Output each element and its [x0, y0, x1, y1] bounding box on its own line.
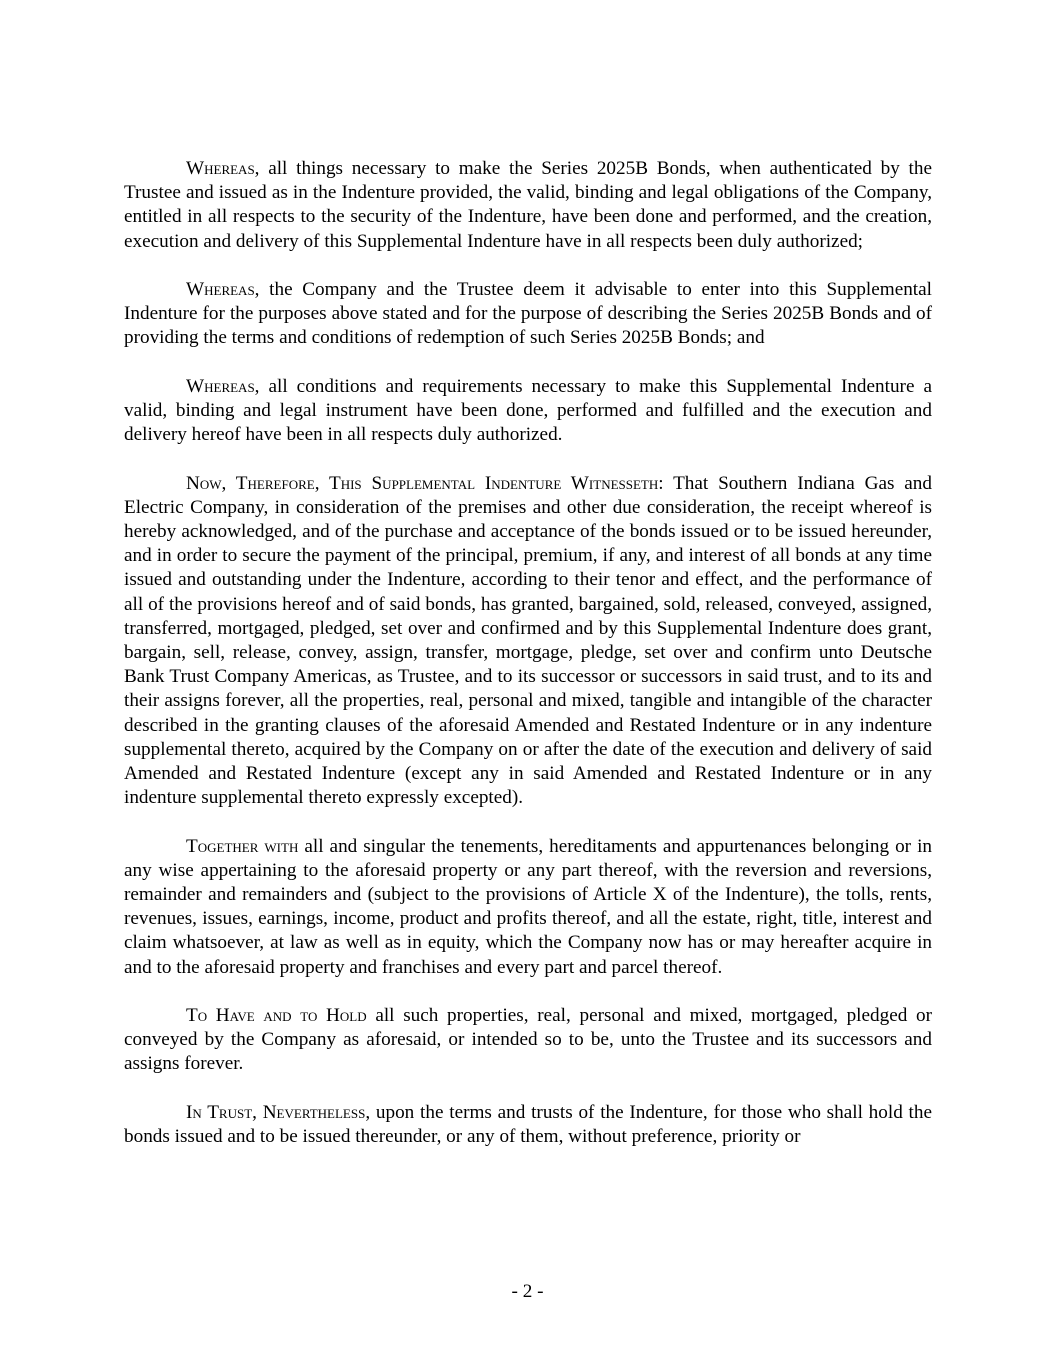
paragraph-whereas-3 — [124, 375, 932, 448]
paragraph-lead: Whereas — [186, 158, 255, 179]
paragraph-text: all such properties, real, personal and mixed, mortgaged, pledged or conveyed by the Company as aforesaid, or intended so to be, unto the Trustee and its successors and assigns forever. — [124, 1005, 933, 1075]
paragraph-text: , all things necessary to make the Series 2025B Bonds, when authenticated by the Trustee and issued as in the Indenture provided, the valid, binding and legal obligations of the Company, entitled in all respects to the security of the Indenture, have been done and performed, and the creation, execution and delivery of this Supplemental Indenture have in all respects been duly authorized; — [124, 158, 932, 252]
paragraph-text: , upon the terms and trusts of the Indenture, for those who shall hold the bonds issued and to be issued thereunder, or any of them, without preference, priority or — [124, 1101, 932, 1148]
paragraph-lead: To Have and to Hold — [186, 1005, 367, 1027]
paragraph-in-trust — [124, 1101, 932, 1149]
paragraph-text: That Southern Indiana Gas and Electric Company, in consideration of the premises and other due consideration, the receipt whereof is hereby acknowledged, and of the purchase and acceptance of the bonds issued or to be issued hereunder, and in order to secure the payment of the principal, premium, if any, and interest of all bonds at any time issued and outstanding under the Indenture, according to their tenor and effect, and the performance of all of the provisions hereof and of said bonds, has granted, bargained, sold, released, conveyed, assigned, transferred, mortgaged, pledged, set over and confirmed and by this Supplemental Indenture does grant, bargain, sell, release, convey, assign, transfer, mortgage, pledge, set over and confirm unto Deutsche Bank Trust Company Americas, as Trustee, and to its successor or successors in said trust, and to its and their assigns forever, all the properties, real, personal and mixed, tangible and intangible of the character described in the granting clauses of the aforesaid Amended and Restated Indenture or in any indenture supplemental thereto, acquired by the Company on or after the date of the execution and delivery of said Amended and Restated Indenture (except any in said Amended and Restated Indenture or in any indenture supplemental thereto expressly excepted). — [124, 472, 932, 809]
document-body — [124, 157, 932, 1173]
paragraph-whereas-1 — [124, 157, 932, 254]
paragraph-lead: In Trust, Nevertheless — [186, 1101, 366, 1123]
paragraph-whereas-2 — [124, 278, 932, 351]
paragraph-witnesseth — [124, 472, 932, 811]
paragraph-text: , all conditions and requirements necessary to make this Supplemental Indenture a valid, binding and legal instrument have been done, performed and fulfilled and the execution and delivery hereof have been in all respects duly authorized. — [124, 375, 932, 446]
paragraph-lead: Whereas — [186, 279, 255, 300]
paragraph-together-with — [124, 835, 932, 980]
page-number: - 2 - — [511, 1281, 544, 1302]
paragraph-lead: Together with — [186, 835, 299, 857]
paragraph-text: , the Company and the Trustee deem it advisable to enter into this Supplemental Indenture for the purposes above stated and for the purpose of describing the Series 2025B Bonds and of providing the terms and conditions of redemption of such Series 2025B Bonds; and — [124, 279, 932, 349]
paragraph-to-have-and-to-hold — [124, 1004, 932, 1077]
paragraph-lead: Whereas — [186, 375, 255, 397]
paragraph-text: all and singular the tenements, hereditaments and appurtenances belonging or in any wise appertaining to the aforesaid property or any part thereof, with the reversion and reversions, remainder and remainders and (subject to the provisions of Article X of the Indenture), the tolls, rents, revenues, issues, earnings, income, product and profits thereof, and all the estate, right, title, interest and claim whatsoever, at law as well as in equity, which the Company now has or may hereafter acquire in and to the aforesaid property and franchises and every part and parcel thereof. — [124, 835, 932, 978]
paragraph-lead: Now, Therefore, This Supplemental Indenture Witnesseth: — [186, 472, 664, 494]
